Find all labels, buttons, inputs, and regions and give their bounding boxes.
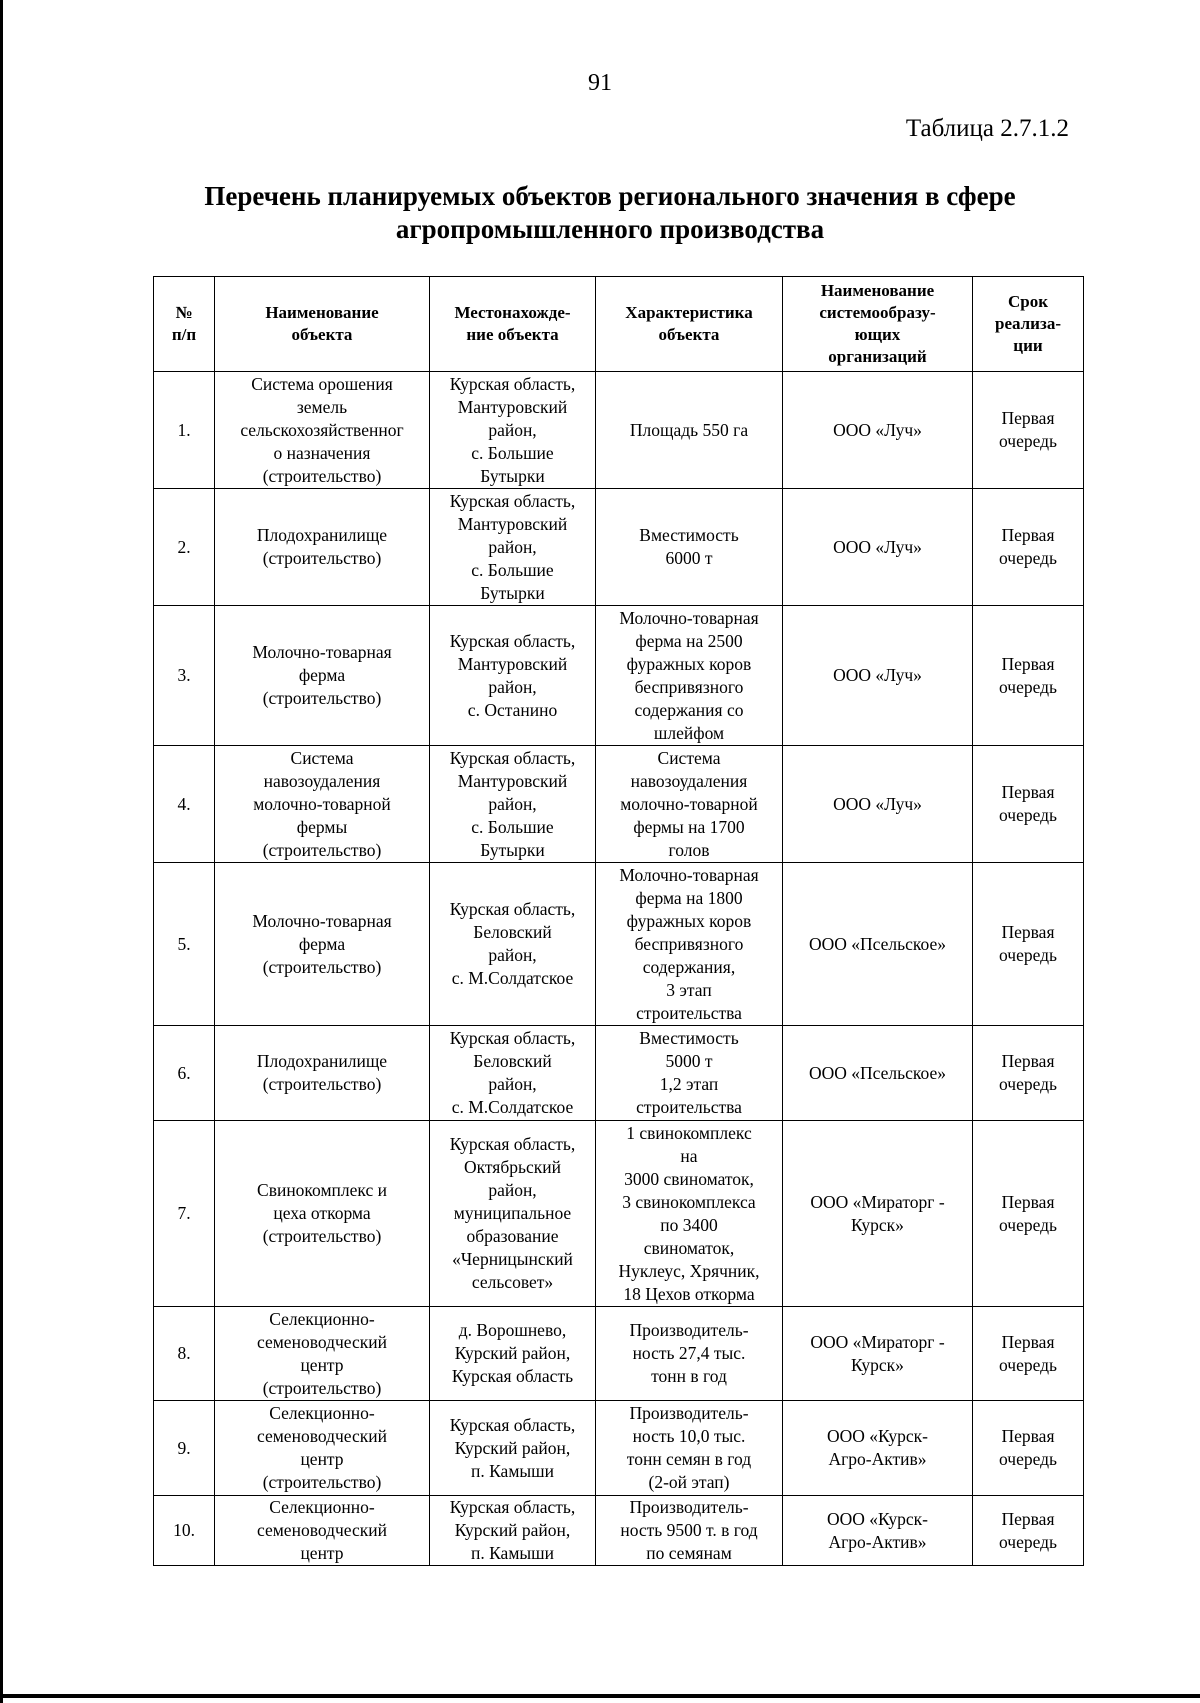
cell-line: Агро-Актив» <box>828 1531 927 1552</box>
cell-term <box>973 372 1084 489</box>
cell-line: Молочно-товарная <box>252 642 392 662</box>
cell-organization <box>783 489 973 606</box>
cell-line: фуражных коров <box>626 910 752 931</box>
cell-characteristic <box>596 1121 783 1307</box>
cell-line: п. Камыши <box>471 1543 554 1563</box>
cell-name <box>215 1307 430 1401</box>
cell-line: по 3400 <box>660 1214 718 1235</box>
header-line: Характеристика <box>625 303 753 322</box>
cell-line: Система <box>290 747 354 768</box>
cell-line: очередь <box>998 431 1058 451</box>
cell-line: ферма на 2500 <box>635 630 743 651</box>
cell-line: Селекционно- <box>269 1308 375 1329</box>
cell-line: Молочно-товарная <box>619 864 759 885</box>
cell-line: Курск» <box>851 1354 904 1375</box>
cell-organization <box>783 606 973 746</box>
cell-line: 5000 т <box>665 1051 713 1071</box>
header-line: Наименование <box>265 303 379 322</box>
cell-line: ООО «Курск- <box>827 1508 928 1529</box>
cell-line: по семянам <box>646 1543 732 1563</box>
header-line: организаций <box>828 347 927 366</box>
cell-number: 8. <box>154 1307 215 1401</box>
cell-line: (строительство) <box>262 839 382 860</box>
title-line-2: агропромышленного производства <box>395 214 825 244</box>
cell-organization <box>783 863 973 1026</box>
cell-line: навозоудаления <box>630 770 748 791</box>
cell-line: ООО «Псельское» <box>808 933 946 954</box>
cell-line: Курский район, <box>454 1343 571 1363</box>
cell-name <box>215 746 430 863</box>
cell-line: молочно-товарной <box>253 793 391 814</box>
cell-number: 1. <box>154 372 215 489</box>
cell-line: Бутырки <box>480 839 545 860</box>
cell-name <box>215 372 430 489</box>
header-line: ние объекта <box>466 325 559 344</box>
cell-line: ферма на 1800 <box>635 887 743 908</box>
table-row <box>154 1121 1084 1307</box>
cell-term <box>973 746 1084 863</box>
document-title <box>150 180 1070 246</box>
cell-number: 7. <box>154 1121 215 1307</box>
scan-edge-bottom <box>0 1694 1200 1698</box>
cell-line: на <box>680 1145 698 1166</box>
cell-line: Плодохранилище <box>256 1051 388 1071</box>
cell-line: д. Ворошнево, <box>458 1320 567 1340</box>
cell-line: Первая <box>1001 1508 1055 1529</box>
cell-term <box>973 489 1084 606</box>
cell-line: цеха откорма <box>273 1203 371 1223</box>
cell-line: 1 свинокомплекс <box>626 1122 752 1143</box>
cell-line: Первая <box>1001 1051 1055 1071</box>
cell-line: 1,2 этап <box>659 1074 719 1094</box>
cell-line: очередь <box>998 1449 1058 1469</box>
cell-line: 6000 т <box>665 548 713 568</box>
cell-line: Первая <box>1001 653 1055 674</box>
cell-line: Первая <box>1001 782 1055 802</box>
cell-number: 9. <box>154 1401 215 1496</box>
cell-line: Вместимость <box>639 525 739 545</box>
cell-line: район, <box>488 945 537 965</box>
cell-line: муниципальное <box>453 1203 572 1223</box>
cell-line: с. М.Солдатское <box>451 968 574 988</box>
cell-characteristic <box>596 1307 783 1401</box>
cell-number: 4. <box>154 746 215 863</box>
cell-line: шлейфом <box>653 722 725 743</box>
cell-characteristic <box>596 489 783 606</box>
cell-line: центр <box>300 1543 344 1563</box>
cell-characteristic <box>596 1496 783 1566</box>
cell-line: район, <box>488 419 537 440</box>
cell-line: ООО «Мираторг - <box>810 1331 945 1352</box>
table-row <box>154 863 1084 1026</box>
cell-line: ООО «Луч» <box>833 793 922 814</box>
table-header-row <box>154 277 1084 372</box>
cell-number: 6. <box>154 1026 215 1121</box>
header-organization <box>783 277 973 372</box>
cell-line: Курская область, <box>449 490 576 511</box>
header-line: объекта <box>291 325 353 344</box>
cell-line: образование <box>466 1226 559 1246</box>
cell-line: ООО «Луч» <box>833 536 922 557</box>
cell-line: район, <box>488 1180 537 1200</box>
cell-line: Селекционно- <box>269 1497 375 1517</box>
cell-characteristic <box>596 746 783 863</box>
cell-line: Система орошения <box>251 373 393 394</box>
cell-line: (строительство) <box>262 956 382 977</box>
cell-line: Система <box>657 747 721 768</box>
cell-line: ность 27,4 тыс. <box>632 1343 746 1363</box>
header-location <box>430 277 596 372</box>
cell-line: Курская область, <box>449 747 576 768</box>
title-line-1: Перечень планируемых объектов регионального значения в сфере <box>204 181 1016 211</box>
cell-line: ность 10,0 тыс. <box>632 1426 746 1446</box>
cell-line: Плодохранилище <box>256 525 388 545</box>
header-line: реализа- <box>995 314 1061 333</box>
cell-line: фермы на 1700 <box>633 816 745 837</box>
cell-line: район, <box>488 793 537 814</box>
cell-line: тонн в год <box>651 1366 727 1386</box>
cell-line: Молочно-товарная <box>252 910 392 931</box>
cell-line: Курская область, <box>449 1134 576 1154</box>
table-body <box>154 372 1084 1566</box>
cell-line: 3 этап <box>666 979 712 1000</box>
cell-line: Молочно-товарная <box>619 607 759 628</box>
cell-line: фермы <box>296 816 348 837</box>
cell-line: Свинокомплекс и <box>257 1180 387 1200</box>
cell-line: «Черницынский <box>452 1249 573 1269</box>
cell-line: 3000 свиноматок, <box>624 1168 754 1189</box>
cell-line: очередь <box>998 945 1058 965</box>
cell-term <box>973 1026 1084 1121</box>
cell-line: Селекционно- <box>269 1403 375 1423</box>
cell-line: ферма <box>298 933 346 954</box>
cell-line: очередь <box>998 1531 1058 1552</box>
cell-line: семеноводческий <box>256 1426 387 1446</box>
cell-line: содержания со <box>634 699 744 720</box>
cell-line: Беловский <box>473 1051 552 1071</box>
cell-line: (строительство) <box>262 1472 382 1492</box>
cell-term <box>973 863 1084 1026</box>
cell-location <box>430 489 596 606</box>
cell-line: Курская область, <box>449 1028 576 1048</box>
cell-line: с. Большие <box>471 442 554 463</box>
cell-line: Нуклеус, Хрячник, <box>618 1260 760 1281</box>
cell-line: Мантуровский <box>457 770 568 791</box>
cell-line: Курск» <box>851 1214 904 1235</box>
cell-line: сельскохозяйственног <box>240 419 404 440</box>
cell-location <box>430 746 596 863</box>
header-line: Местонахожде- <box>454 303 571 322</box>
cell-line: центр <box>300 1449 344 1469</box>
cell-line: (строительство) <box>262 1226 382 1246</box>
table-row <box>154 606 1084 746</box>
header-term <box>973 277 1084 372</box>
cell-line: молочно-товарной <box>620 793 758 814</box>
cell-line: с. Останино <box>467 699 558 720</box>
cell-line: (2-ой этап) <box>648 1472 730 1492</box>
cell-location <box>430 1401 596 1496</box>
cell-line: ферма <box>298 665 346 685</box>
cell-line: Производитель- <box>629 1497 749 1517</box>
cell-line: Бутырки <box>480 465 545 486</box>
cell-line: (строительство) <box>262 688 382 708</box>
cell-line: 3 свинокомплекса <box>622 1191 756 1212</box>
cell-line: Производитель- <box>629 1320 749 1340</box>
cell-line: Мантуровский <box>457 513 568 534</box>
cell-name <box>215 1121 430 1307</box>
cell-term <box>973 1401 1084 1496</box>
cell-line: Первая <box>1001 1191 1055 1212</box>
cell-term <box>973 606 1084 746</box>
cell-line: очередь <box>998 548 1058 568</box>
header-line: системообразу- <box>819 303 936 322</box>
cell-line: тонн семян в год <box>626 1449 752 1469</box>
cell-line: Мантуровский <box>457 653 568 674</box>
page-number: 91 <box>588 70 612 96</box>
cell-line: (строительство) <box>262 1074 382 1094</box>
cell-line: строительства <box>636 1002 742 1023</box>
cell-line: Площадь 550 га <box>629 419 749 440</box>
cell-location <box>430 1026 596 1121</box>
cell-line: Беловский <box>473 922 552 942</box>
cell-characteristic <box>596 863 783 1026</box>
cell-line: очередь <box>998 805 1058 825</box>
cell-line: очередь <box>998 676 1058 697</box>
cell-line: Первая <box>1001 1426 1055 1446</box>
cell-organization <box>783 746 973 863</box>
cell-organization <box>783 1307 973 1401</box>
cell-name <box>215 1026 430 1121</box>
cell-name <box>215 863 430 1026</box>
cell-line: п. Камыши <box>471 1460 554 1481</box>
header-line: Наименование <box>820 281 935 300</box>
cell-line: Первая <box>1001 922 1055 942</box>
cell-line: Курский район, <box>454 1520 571 1540</box>
cell-number: 3. <box>154 606 215 746</box>
cell-line: семеноводческий <box>256 1331 387 1352</box>
header-characteristic <box>596 277 783 372</box>
cell-line: Курская область, <box>449 630 576 651</box>
cell-characteristic <box>596 372 783 489</box>
header-line: ющих <box>854 325 901 344</box>
cell-line: (строительство) <box>262 465 382 486</box>
cell-line: с. Большие <box>471 559 554 580</box>
cell-line: район, <box>488 1074 537 1094</box>
header-line: № <box>175 303 193 322</box>
table-row <box>154 1401 1084 1496</box>
header-line: п/п <box>171 325 197 344</box>
cell-line: Производитель- <box>629 1403 749 1423</box>
cell-line: Курская область, <box>449 899 576 919</box>
cell-line: Первая <box>1001 1331 1055 1352</box>
cell-organization <box>783 1401 973 1496</box>
cell-line: семеноводческий <box>256 1520 387 1540</box>
cell-line: земель <box>296 396 348 417</box>
cell-line: ООО «Луч» <box>833 665 922 685</box>
cell-term <box>973 1121 1084 1307</box>
cell-line: очередь <box>998 1214 1058 1235</box>
cell-line: Первая <box>1001 408 1055 428</box>
cell-line: 18 Цехов откорма <box>623 1283 755 1304</box>
cell-line: Агро-Актив» <box>828 1449 927 1469</box>
cell-organization <box>783 1496 973 1566</box>
header-number <box>154 277 215 372</box>
objects-table <box>153 276 1084 1566</box>
header-line: ции <box>1013 336 1043 355</box>
header-name <box>215 277 430 372</box>
table-row <box>154 1307 1084 1401</box>
cell-line: центр <box>300 1354 344 1375</box>
cell-number: 2. <box>154 489 215 606</box>
cell-location <box>430 1121 596 1307</box>
cell-line: беспривязного <box>634 676 744 697</box>
cell-term <box>973 1496 1084 1566</box>
cell-name <box>215 1401 430 1496</box>
cell-organization <box>783 1121 973 1307</box>
cell-location <box>430 606 596 746</box>
cell-line: ность 9500 т. в год <box>620 1520 758 1540</box>
cell-line: сельсовет» <box>471 1272 554 1292</box>
cell-line: (строительство) <box>262 1377 382 1398</box>
table-row <box>154 489 1084 606</box>
cell-line: Курский район, <box>454 1437 571 1458</box>
cell-location <box>430 1307 596 1401</box>
cell-line: Курская область, <box>449 373 576 394</box>
cell-location <box>430 1496 596 1566</box>
cell-line: Мантуровский <box>457 396 568 417</box>
header-line: Срок <box>1007 292 1049 311</box>
cell-line: Первая <box>1001 525 1055 545</box>
cell-characteristic <box>596 1026 783 1121</box>
cell-name <box>215 1496 430 1566</box>
cell-line: ООО «Курск- <box>827 1426 928 1446</box>
cell-location <box>430 863 596 1026</box>
cell-line: о назначения <box>273 442 371 463</box>
cell-location <box>430 372 596 489</box>
cell-line: очередь <box>998 1074 1058 1094</box>
cell-name <box>215 489 430 606</box>
table-label: Таблица 2.7.1.2 <box>905 115 1069 142</box>
cell-organization <box>783 372 973 489</box>
cell-line: Октябрьский <box>463 1157 561 1177</box>
cell-line: навозоудаления <box>263 770 381 791</box>
cell-line: содержания, <box>642 956 736 977</box>
cell-line: (строительство) <box>262 548 382 568</box>
cell-line: фуражных коров <box>626 653 752 674</box>
cell-line: строительства <box>636 1097 742 1117</box>
cell-line: очередь <box>998 1354 1058 1375</box>
table-row <box>154 1496 1084 1566</box>
cell-line: Курская область, <box>449 1414 576 1435</box>
cell-line: ООО «Псельское» <box>808 1062 946 1083</box>
cell-number: 5. <box>154 863 215 1026</box>
cell-line: район, <box>488 676 537 697</box>
table-row <box>154 372 1084 489</box>
table-row <box>154 1026 1084 1121</box>
cell-term <box>973 1307 1084 1401</box>
cell-organization <box>783 1026 973 1121</box>
cell-line: ООО «Мираторг - <box>810 1191 945 1212</box>
cell-line: ООО «Луч» <box>833 419 922 440</box>
cell-characteristic <box>596 606 783 746</box>
cell-line: беспривязного <box>634 933 744 954</box>
cell-line: свиноматок, <box>643 1237 735 1258</box>
cell-characteristic <box>596 1401 783 1496</box>
cell-line: с. Большие <box>471 816 554 837</box>
cell-line: район, <box>488 536 537 557</box>
cell-line: с. М.Солдатское <box>451 1097 574 1117</box>
cell-name <box>215 606 430 746</box>
table-row <box>154 746 1084 863</box>
cell-line: Курская область <box>451 1366 574 1386</box>
cell-line: Бутырки <box>480 582 545 603</box>
cell-number: 10. <box>154 1496 215 1566</box>
cell-line: голов <box>668 839 710 860</box>
cell-line: Курская область, <box>449 1497 576 1517</box>
header-line: объекта <box>658 325 720 344</box>
scan-edge-left <box>0 0 3 1703</box>
cell-line: Вместимость <box>639 1028 739 1048</box>
